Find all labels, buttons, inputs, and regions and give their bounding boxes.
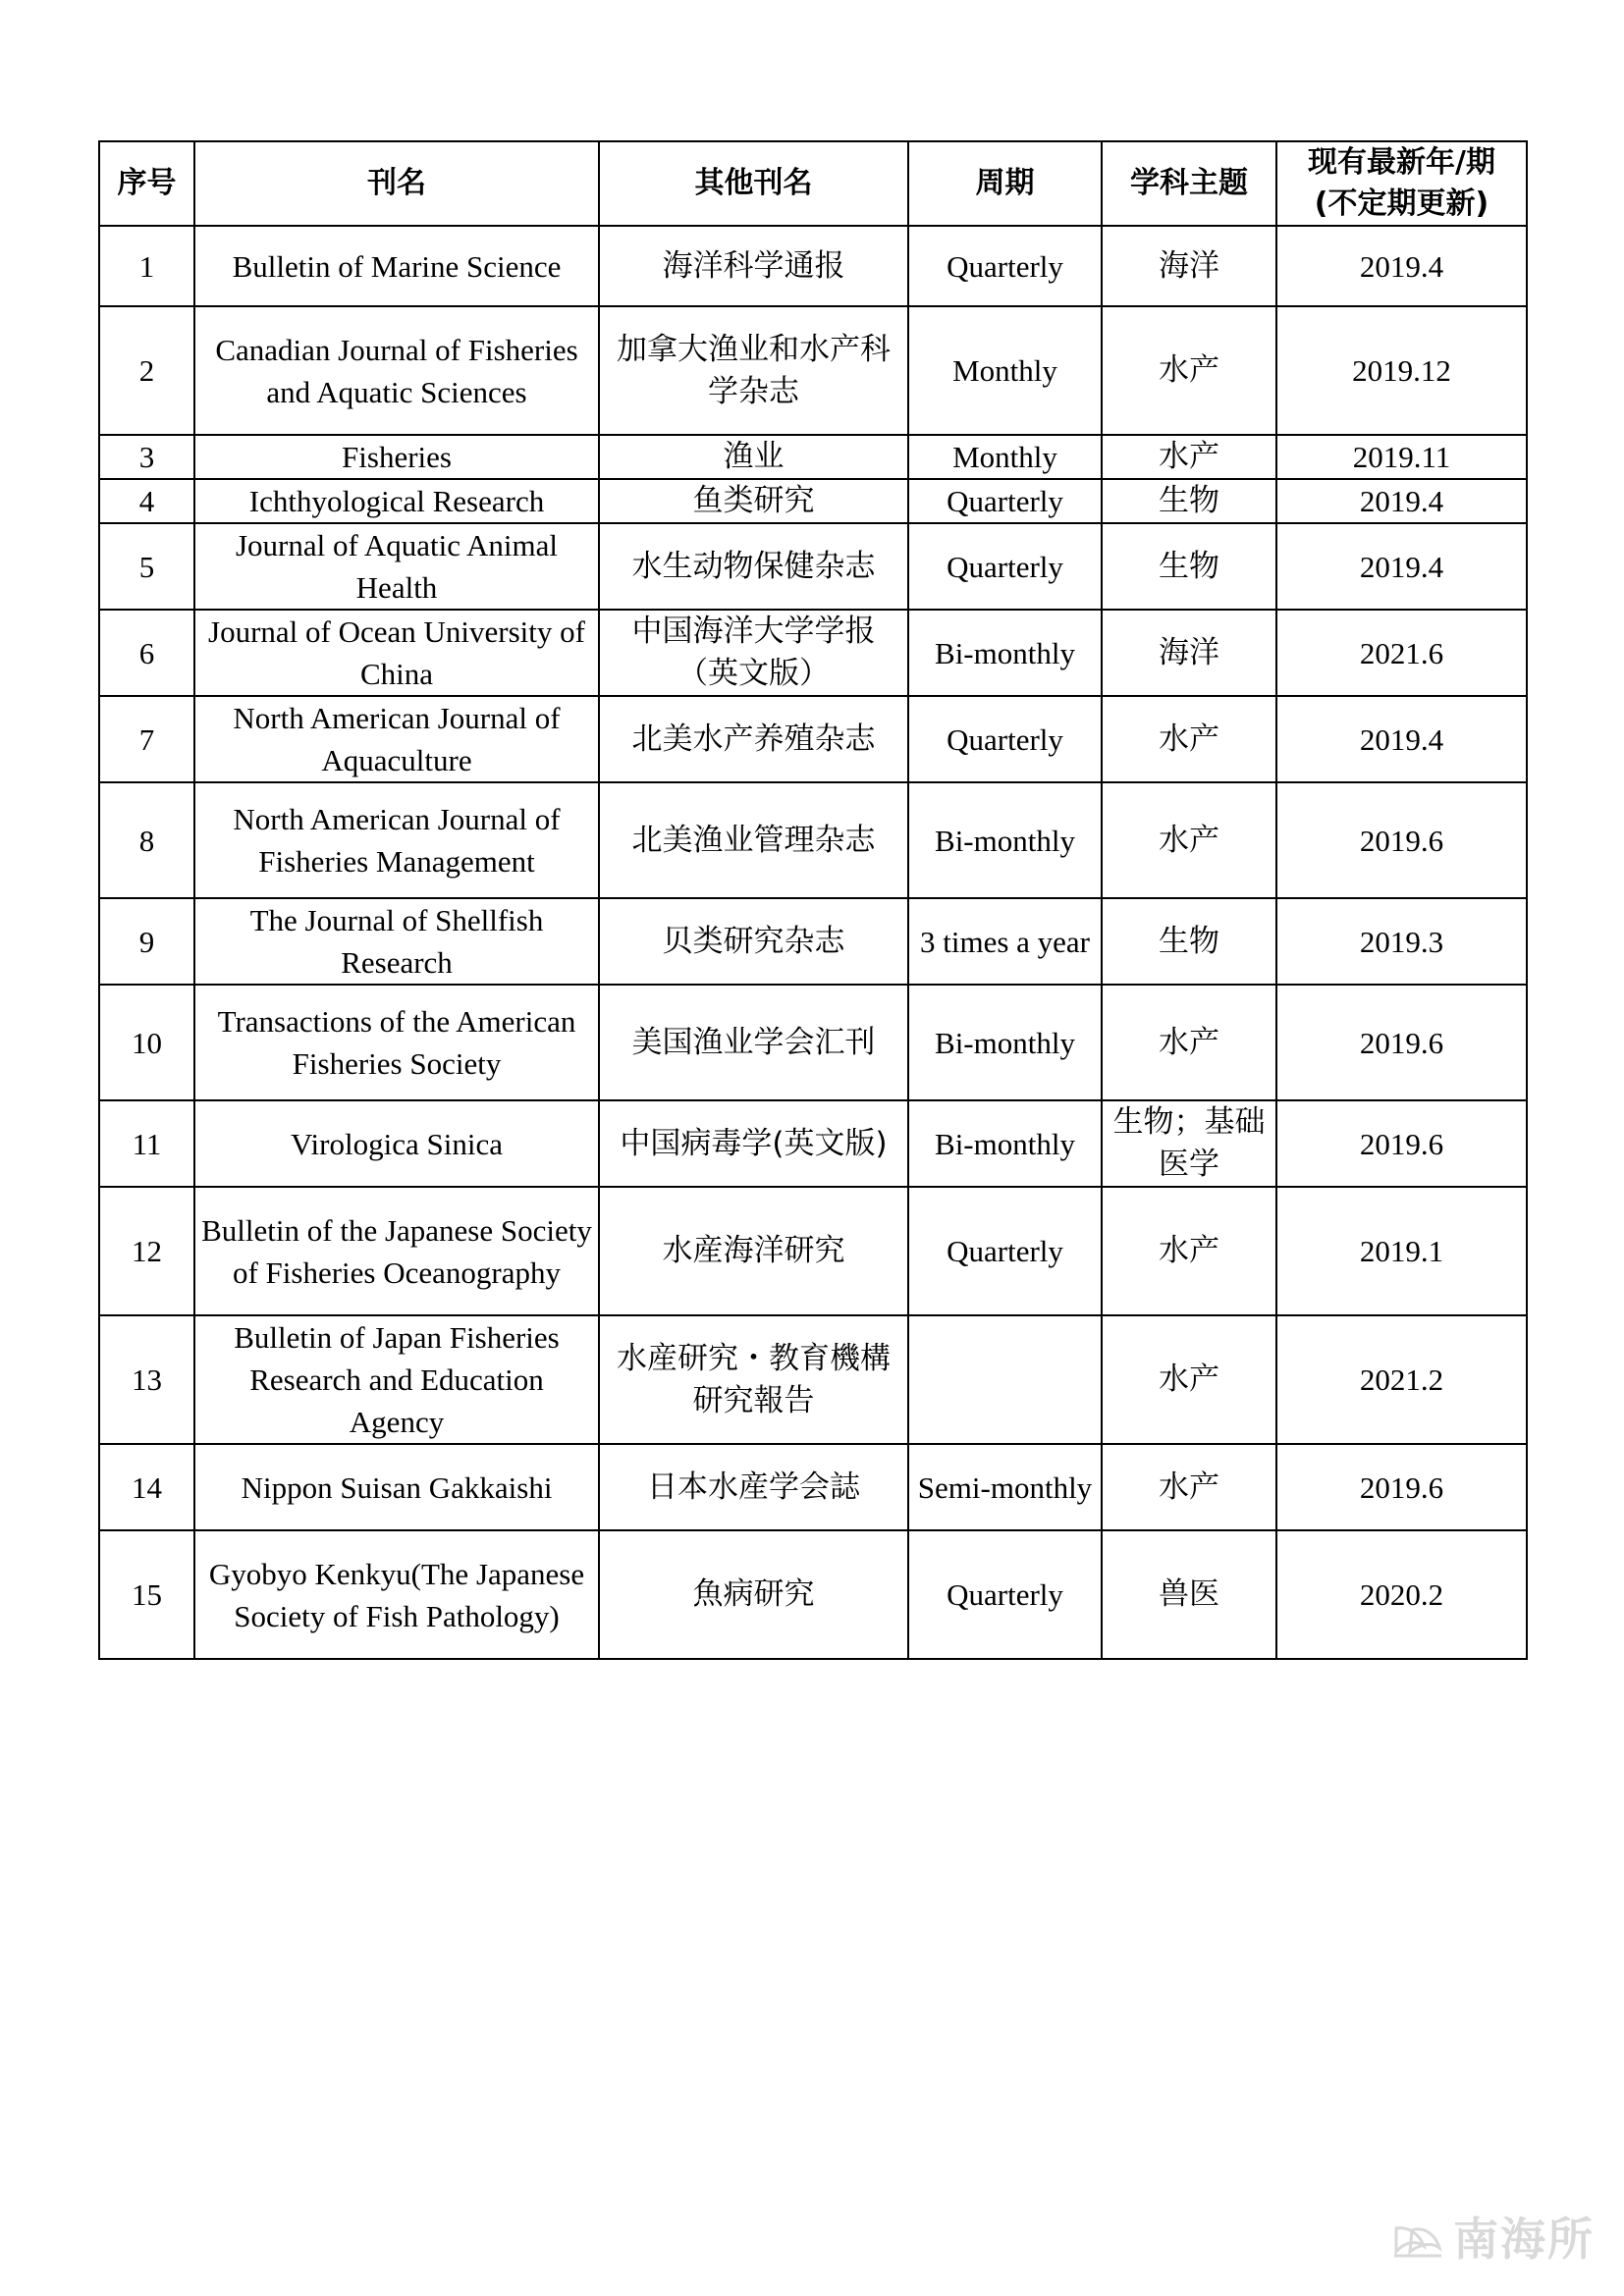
cell-frequency: Quarterly xyxy=(908,696,1102,782)
cell-no: 1 xyxy=(99,226,194,306)
cell-subject: 水产 xyxy=(1102,1315,1276,1444)
cell-title: North American Journal of Fisheries Management xyxy=(194,782,599,898)
header-latest-line1: 现有最新年/期 xyxy=(1308,145,1495,180)
cell-latest: 2019.6 xyxy=(1276,1444,1527,1530)
cell-title: Bulletin of Marine Science xyxy=(194,226,599,306)
table-row xyxy=(99,985,1527,1100)
table-row xyxy=(99,782,1527,898)
cell-subject: 水产 xyxy=(1102,306,1276,435)
cell-frequency: Quarterly xyxy=(908,479,1102,523)
cell-frequency: Semi-monthly xyxy=(908,1444,1102,1530)
table-row xyxy=(99,1187,1527,1315)
cell-frequency: Bi-monthly xyxy=(908,985,1102,1100)
table-row xyxy=(99,435,1527,479)
cell-no: 7 xyxy=(99,696,194,782)
cell-no: 9 xyxy=(99,898,194,985)
cell-frequency: Bi-monthly xyxy=(908,610,1102,696)
cell-latest: 2020.2 xyxy=(1276,1530,1527,1659)
cell-frequency: Bi-monthly xyxy=(908,782,1102,898)
watermark-text: 南海所 xyxy=(1453,2213,1595,2266)
cell-latest: 2019.11 xyxy=(1276,435,1527,479)
cell-title: Ichthyological Research xyxy=(194,479,599,523)
cell-alt-title: 鱼类研究 xyxy=(599,479,908,523)
cell-no: 13 xyxy=(99,1315,194,1444)
header-title: 刊名 xyxy=(194,141,599,226)
cell-alt-title: 水産海洋研究 xyxy=(599,1187,908,1315)
table-row xyxy=(99,306,1527,435)
cell-title: North American Journal of Aquaculture xyxy=(194,696,599,782)
cell-latest: 2021.2 xyxy=(1276,1315,1527,1444)
cell-no: 5 xyxy=(99,523,194,610)
cell-latest: 2019.6 xyxy=(1276,782,1527,898)
cell-no: 15 xyxy=(99,1530,194,1659)
cell-title: Transactions of the American Fisheries Society xyxy=(194,985,599,1100)
header-latest-line2: (不定期更新) xyxy=(1314,187,1489,221)
cell-subject: 水产 xyxy=(1102,985,1276,1100)
cell-alt-title: 渔业 xyxy=(599,435,908,479)
cell-subject: 生物 xyxy=(1102,523,1276,610)
cell-subject: 水产 xyxy=(1102,1187,1276,1315)
cell-frequency: Monthly xyxy=(908,306,1102,435)
table-row xyxy=(99,479,1527,523)
cell-frequency: Quarterly xyxy=(908,1187,1102,1315)
cell-alt-title: 水産研究・教育機構研究報告 xyxy=(599,1315,908,1444)
header-latest xyxy=(1276,141,1527,226)
table-row xyxy=(99,696,1527,782)
cell-no: 12 xyxy=(99,1187,194,1315)
cell-frequency xyxy=(908,1315,1102,1444)
cell-no: 6 xyxy=(99,610,194,696)
header-no: 序号 xyxy=(99,141,194,226)
cell-latest: 2021.6 xyxy=(1276,610,1527,696)
header-subject: 学科主题 xyxy=(1102,141,1276,226)
cell-title: Canadian Journal of Fisheries and Aquatic Sciences xyxy=(194,306,599,435)
cell-title: Fisheries xyxy=(194,435,599,479)
journal-table xyxy=(98,140,1528,1660)
table-row xyxy=(99,1315,1527,1444)
header-frequency: 周期 xyxy=(908,141,1102,226)
cell-alt-title: 水生动物保健杂志 xyxy=(599,523,908,610)
cell-no: 10 xyxy=(99,985,194,1100)
cell-alt-title: 加拿大渔业和水产科学杂志 xyxy=(599,306,908,435)
cell-no: 2 xyxy=(99,306,194,435)
cell-alt-title: 海洋科学通报 xyxy=(599,226,908,306)
cell-latest: 2019.4 xyxy=(1276,226,1527,306)
cell-alt-title: 中国海洋大学学报（英文版） xyxy=(599,610,908,696)
cell-title: Gyobyo Kenkyu(The Japanese Society of Fish Pathology) xyxy=(194,1530,599,1659)
cell-alt-title: 美国渔业学会汇刊 xyxy=(599,985,908,1100)
cell-frequency: Monthly xyxy=(908,435,1102,479)
cell-subject: 生物；基础医学 xyxy=(1102,1100,1276,1187)
cell-latest: 2019.12 xyxy=(1276,306,1527,435)
cell-no: 14 xyxy=(99,1444,194,1530)
cell-frequency: 3 times a year xyxy=(908,898,1102,985)
cell-title: Nippon Suisan Gakkaishi xyxy=(194,1444,599,1530)
table-row xyxy=(99,1100,1527,1187)
cell-alt-title: 魚病研究 xyxy=(599,1530,908,1659)
cell-subject: 海洋 xyxy=(1102,226,1276,306)
cell-title: Virologica Sinica xyxy=(194,1100,599,1187)
cell-frequency: Quarterly xyxy=(908,1530,1102,1659)
cell-latest: 2019.6 xyxy=(1276,1100,1527,1187)
cell-latest: 2019.4 xyxy=(1276,479,1527,523)
watermark xyxy=(1390,2204,1595,2269)
cell-alt-title: 日本水産学会誌 xyxy=(599,1444,908,1530)
table-row xyxy=(99,610,1527,696)
cell-no: 3 xyxy=(99,435,194,479)
cell-alt-title: 北美水产养殖杂志 xyxy=(599,696,908,782)
cell-no: 4 xyxy=(99,479,194,523)
table-row xyxy=(99,226,1527,306)
cell-subject: 水产 xyxy=(1102,782,1276,898)
table-row xyxy=(99,1530,1527,1659)
cell-subject: 生物 xyxy=(1102,479,1276,523)
cell-subject: 水产 xyxy=(1102,1444,1276,1530)
cell-subject: 兽医 xyxy=(1102,1530,1276,1659)
table-row xyxy=(99,898,1527,985)
cell-frequency: Quarterly xyxy=(908,226,1102,306)
cell-subject: 水产 xyxy=(1102,696,1276,782)
cell-latest: 2019.3 xyxy=(1276,898,1527,985)
cell-title: Journal of Aquatic Animal Health xyxy=(194,523,599,610)
cell-no: 11 xyxy=(99,1100,194,1187)
cell-latest: 2019.4 xyxy=(1276,696,1527,782)
cell-frequency: Quarterly xyxy=(908,523,1102,610)
table-row xyxy=(99,1444,1527,1530)
cell-title: Bulletin of Japan Fisheries Research and Education Agency xyxy=(194,1315,599,1444)
table-header-row xyxy=(99,141,1527,226)
cell-latest: 2019.4 xyxy=(1276,523,1527,610)
cell-frequency: Bi-monthly xyxy=(908,1100,1102,1187)
header-alt-title: 其他刊名 xyxy=(599,141,908,226)
cell-subject: 海洋 xyxy=(1102,610,1276,696)
cell-alt-title: 中国病毒学(英文版) xyxy=(599,1100,908,1187)
cell-subject: 水产 xyxy=(1102,435,1276,479)
cell-alt-title: 贝类研究杂志 xyxy=(599,898,908,985)
cell-title: Journal of Ocean University of China xyxy=(194,610,599,696)
cell-title: Bulletin of the Japanese Society of Fisheries Oceanography xyxy=(194,1187,599,1315)
cell-title: The Journal of Shellfish Research xyxy=(194,898,599,985)
cell-subject: 生物 xyxy=(1102,898,1276,985)
cell-latest: 2019.1 xyxy=(1276,1187,1527,1315)
book-leaf-logo-icon xyxy=(1390,2213,1445,2260)
table-row xyxy=(99,523,1527,610)
cell-no: 8 xyxy=(99,782,194,898)
cell-alt-title: 北美渔业管理杂志 xyxy=(599,782,908,898)
cell-latest: 2019.6 xyxy=(1276,985,1527,1100)
